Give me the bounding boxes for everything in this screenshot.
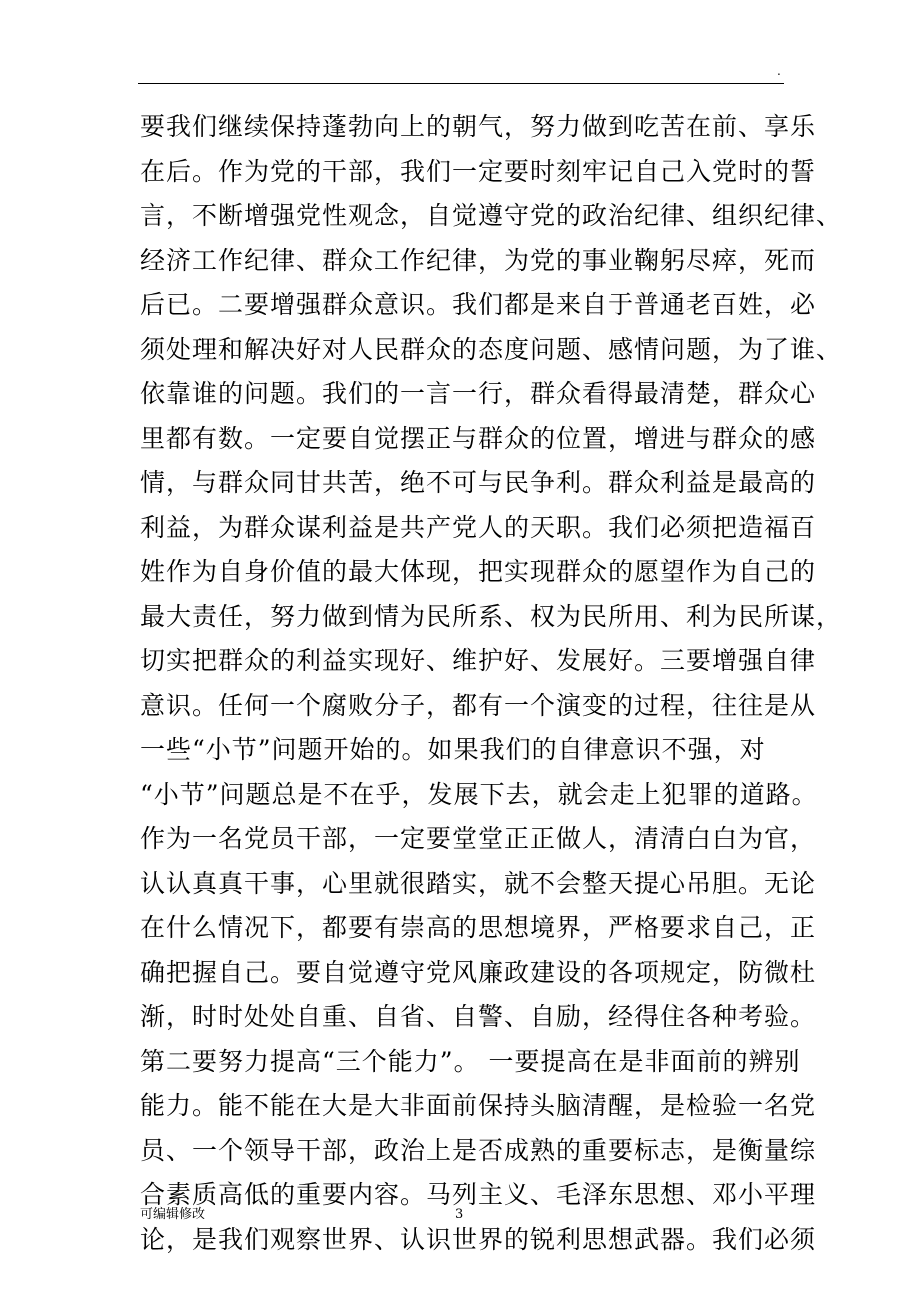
text-line: 第二要努力提高“三个能力”。 一要提高在是非面前的辨别 bbox=[140, 1046, 801, 1076]
text-line: 一些“小节”问题开始的。如果我们的自律意识不强，对 bbox=[140, 735, 766, 764]
text-line: 最大责任，努力做到情为民所系、权为民所用、利为民所谋， bbox=[140, 601, 843, 631]
text-line: 意识。任何一个腐败分子，都有一个演变的过程，往往是从 bbox=[140, 690, 817, 720]
text-line: 在什么情况下，都要有崇高的思想境界，严格要求自己，正 bbox=[140, 913, 817, 942]
text-line: “小节”问题总是不在乎，发展下去，就会走上犯罪的道路。 bbox=[140, 779, 818, 809]
text-line: 姓作为自身价值的最大体现，把实现群众的愿望作为自己的 bbox=[140, 557, 817, 586]
text-line: 里都有数。一定要自觉摆正与群众的位置，增进与群众的感 bbox=[140, 423, 817, 453]
text-line: 合素质高低的重要内容。马列主义、毛泽东思想、邓小平理 bbox=[140, 1180, 817, 1209]
text-line: 言，不断增强党性观念，自觉遵守党的政治纪律、组织纪律、 bbox=[140, 201, 843, 230]
header-rule bbox=[138, 83, 784, 84]
text-line: 能力。能不能在大是大非面前保持头脑清醒，是检验一名党 bbox=[140, 1091, 817, 1120]
text-line: 依靠谁的问题。我们的一言一行，群众看得最清楚，群众心 bbox=[140, 379, 817, 408]
text-line: 确把握自己。要自觉遵守党风廉政建设的各项规定，防微杜 bbox=[140, 957, 817, 987]
footer-note: 可编辑修改 bbox=[140, 1207, 206, 1222]
text-line: 在后。作为党的干部，我们一定要时刻牢记自己入党时的誓 bbox=[140, 156, 817, 186]
text-line: 须处理和解决好对人民群众的态度问题、感情问题，为了谁、 bbox=[140, 334, 843, 364]
text-line: 渐，时时处处自重、自省、自警、自励，经得住各种考验。 bbox=[140, 1002, 817, 1031]
text-line: 认认真真干事，心里就很踏实，就不会整天提心吊胆。无论 bbox=[140, 868, 817, 898]
text-line: 作为一名党员干部，一定要堂堂正正做人，清清白白为官， bbox=[140, 824, 817, 853]
header-mark: . bbox=[777, 64, 781, 78]
text-line: 经济工作纪律、群众工作纪律，为党的事业鞠躬尽瘁，死而 bbox=[140, 245, 817, 275]
text-line: 利益，为群众谋利益是共产党人的天职。我们必须把造福百 bbox=[140, 512, 817, 542]
text-line: 切实把群众的利益实现好、维护好、发展好。三要增强自律 bbox=[140, 646, 817, 675]
text-line: 情，与群众同甘共苦，绝不可与民争利。群众利益是最高的 bbox=[140, 468, 817, 497]
text-line: 后已。二要增强群众意识。我们都是来自于普通老百姓，必 bbox=[140, 290, 817, 319]
text-line: 论，是我们观察世界、认识世界的锐利思想武器。我们必须 bbox=[140, 1224, 817, 1254]
text-line: 要我们继续保持蓬勃向上的朝气，努力做到吃苦在前、享乐 bbox=[140, 112, 817, 141]
body-text bbox=[140, 105, 843, 1262]
page-number: 3 bbox=[455, 1207, 464, 1222]
text-line: 员、一个领导干部，政治上是否成熟的重要标志，是衡量综 bbox=[140, 1135, 817, 1165]
